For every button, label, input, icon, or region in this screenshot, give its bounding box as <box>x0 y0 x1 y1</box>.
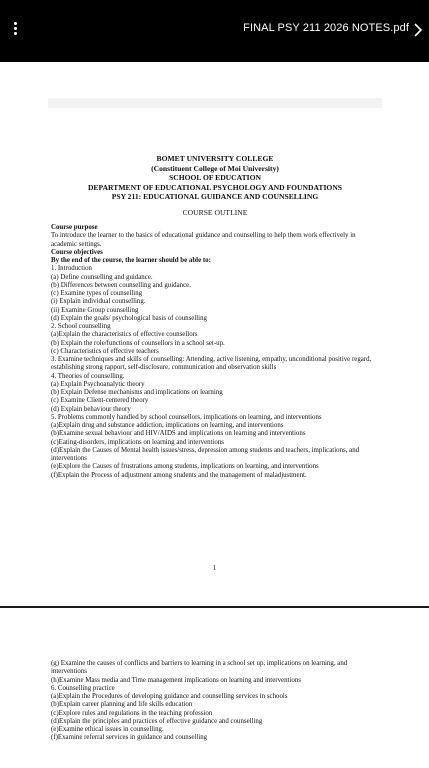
document-line: 2. School counselling <box>51 323 111 330</box>
document-line: 4. Theories of counselling. <box>51 372 125 380</box>
document-line: (b)Examine sexual behaviour and HIV/AIDS and implications on learning and interventions <box>51 430 306 438</box>
header-line: (Constituent College of Moi University) <box>151 163 279 173</box>
pdf-page-2 <box>0 608 429 768</box>
document-line: Course objectives <box>51 248 103 256</box>
document-line: (b) Differences between counselling and guidance. <box>51 281 191 289</box>
document-line: (e)Examine ethical issues in counselling. <box>51 726 164 733</box>
header-line: BOMET UNIVERSITY COLLEGE <box>156 154 274 163</box>
pdf-viewer-toolbar <box>0 0 429 62</box>
document-line: (c) Examine types of counselling <box>51 290 143 297</box>
document-line: (ii) Examine Group counselling <box>51 306 139 314</box>
document-line: (d)Explain the Causes of Mental health issues/stress, depression among students and teachers, implications, and interventions <box>51 446 360 462</box>
document-line: (d) Explain behaviour theory <box>51 405 131 413</box>
document-line: (d) Explain the goals/ psychological basis of counselling <box>51 314 207 322</box>
more-vertical-icon[interactable] <box>6 20 24 42</box>
document-line: (e)Explore the Causes of frustrations among students, implications on learning, and interventions <box>51 463 319 471</box>
document-line: Course purpose <box>51 224 98 231</box>
document-line: (c) Examine Client-centered theory <box>51 397 149 405</box>
document-line: (d)Explain the principles and practices of effective guidance and counselling <box>51 717 263 725</box>
document-header <box>40 154 390 218</box>
document-line: (g) Examine the causes of conflicts and barriers to learning in a school set up, implications on learning, and interventions <box>51 660 348 676</box>
document-line: (f)Explain the Process of adjustment among students and the management of maladjustment. <box>51 471 307 479</box>
page-2-body <box>51 660 381 743</box>
document-line: (a) Explain Psychoanalytic theory <box>51 380 145 388</box>
document-line: (c)Eating-disorders, implications on learning and interventions <box>51 438 224 446</box>
page-header-band <box>48 98 382 108</box>
document-line: By the end of the course, the learner should be able to: <box>51 257 211 264</box>
header-line: DEPARTMENT OF EDUCATIONAL PSYCHOLOGY AND FOUNDATIONS <box>87 182 343 192</box>
chevron-right-icon[interactable] <box>411 21 425 39</box>
document-line: 3. Examine techniques and skills of counselling: Attending, active listening, empathy, unconditional positive regard, establishing strong rapport, self-disclosure, communication and observation skills <box>51 356 372 372</box>
document-line: (c)Explore rules and regulations in the teaching profession <box>51 709 213 717</box>
document-line: (c) Characteristics of effective teachers <box>51 347 159 355</box>
document-line: (a)Explain drug and substance addiction, implications on learning, and interventions <box>51 422 284 429</box>
document-line: (a)Explain the characteristics of effective counsellors <box>51 331 198 339</box>
document-line: (b) Explain the role/functions of counsellors in a school set-up. <box>51 339 225 347</box>
document-line: (i) Explain individual counselling. <box>51 298 146 306</box>
document-line: 5. Problems commonly handled by school counsellors, implications on learning, and interventions <box>51 413 322 421</box>
header-line: SCHOOL OF EDUCATION <box>169 173 261 183</box>
document-line: (a) Define counselling and guidance. <box>51 273 153 281</box>
page-number: 1 <box>212 565 217 572</box>
document-line: 1. Introduction <box>51 265 92 273</box>
header-line: PSY 211: EDUCATIONAL GUIDANCE AND COUNSELLING <box>111 192 319 202</box>
document-line: (h)Examine Mass media and Time management implications on learning and interventions <box>51 676 301 684</box>
document-line: (b) Explain Defense mechanisms and implications on learning <box>51 389 223 396</box>
page-1-body <box>51 224 381 480</box>
outline-title: COURSE OUTLINE <box>182 207 248 217</box>
document-line: (f)Examine referral services in guidance and counselling <box>51 734 208 742</box>
document-title: FINAL PSY 211 2026 NOTES.pdf <box>243 22 409 34</box>
document-line: To introduce the learner to the basics of educational guidance and counselling to help them work effectively in academic settings. <box>51 232 356 248</box>
pdf-page-1 <box>0 62 429 608</box>
document-line: (b)Explain career planning and life skills education <box>51 701 193 709</box>
document-line: 6. Counselling practice <box>51 684 115 692</box>
document-line: (a)Explain the Procedures of developing guidance and counselling services in schools <box>51 693 288 700</box>
